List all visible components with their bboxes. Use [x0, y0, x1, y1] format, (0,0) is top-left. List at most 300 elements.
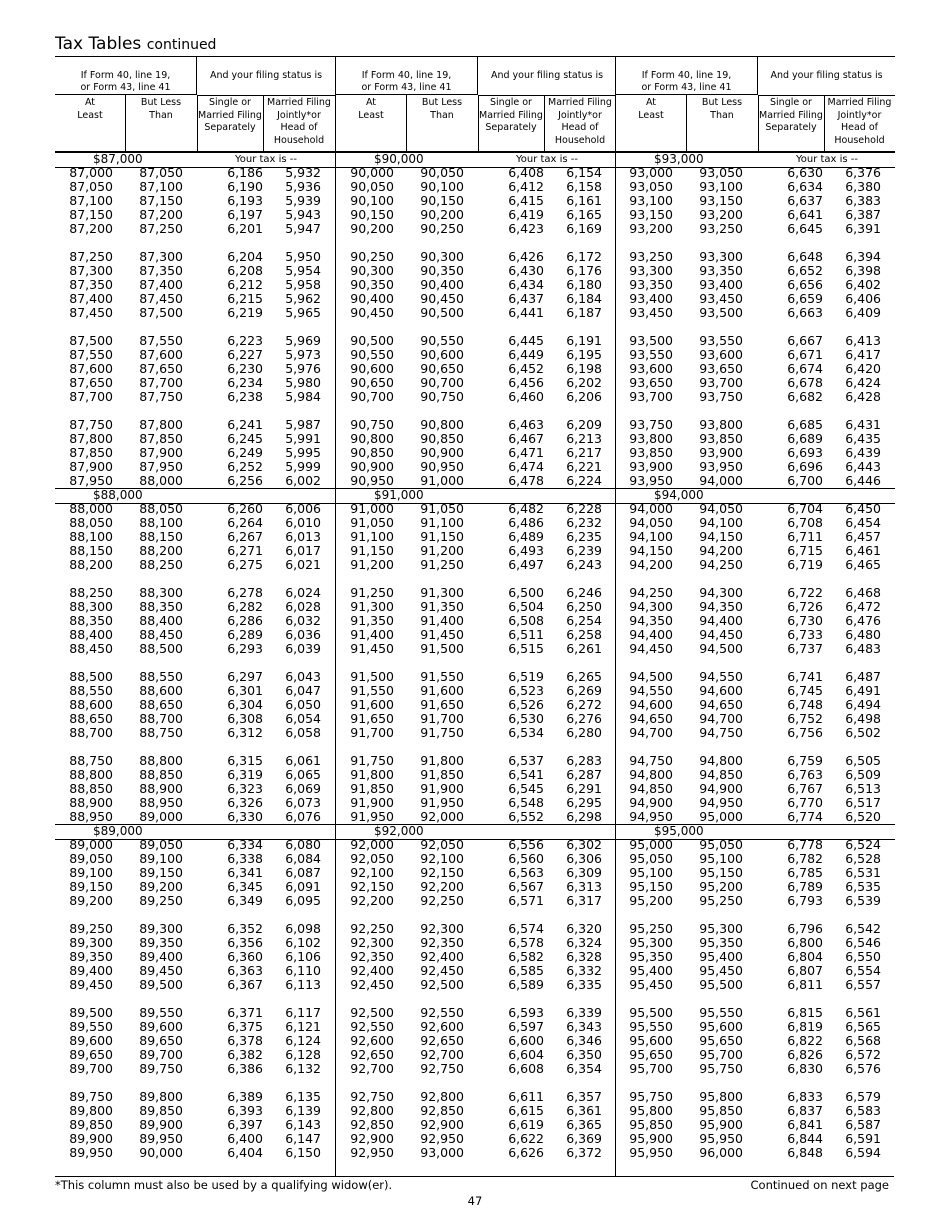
table-row — [616, 754, 895, 768]
column-header — [336, 56, 616, 152]
at-least-cell: 91,650 — [350, 711, 394, 726]
single-tax-cell: 6,504 — [508, 599, 544, 614]
table-row — [55, 600, 335, 614]
table-row — [616, 782, 895, 796]
table-row — [616, 348, 895, 362]
table-row — [336, 460, 616, 474]
married-tax-cell: 6,431 — [845, 417, 881, 432]
at-least-cell: 94,000 — [629, 501, 673, 516]
at-least-cell: 92,500 — [350, 1005, 394, 1020]
single-tax-cell: 6,656 — [787, 277, 823, 292]
at-least-cell: 88,200 — [69, 557, 113, 572]
table-row — [336, 264, 616, 278]
table-row — [55, 894, 335, 908]
married-tax-cell: 6,446 — [845, 473, 881, 488]
but-less-cell: 90,400 — [420, 277, 464, 292]
married-tax-cell: 6,143 — [285, 1117, 321, 1132]
at-least-cell: 90,350 — [350, 277, 394, 292]
table-row — [616, 530, 895, 544]
single-tax-cell: 6,252 — [227, 459, 263, 474]
table-row — [616, 796, 895, 810]
single-tax-cell: 6,541 — [508, 767, 544, 782]
but-less-cell: 95,000 — [699, 809, 743, 824]
but-less-cell: 87,600 — [139, 347, 183, 362]
single-tax-cell: 6,352 — [227, 921, 263, 936]
married-tax-cell: 6,309 — [566, 865, 602, 880]
at-least-cell: 93,450 — [629, 305, 673, 320]
single-tax-cell: 6,726 — [787, 599, 823, 614]
but-less-cell: 89,650 — [139, 1033, 183, 1048]
single-tax-cell: 6,615 — [508, 1103, 544, 1118]
at-least-cell: 95,600 — [629, 1033, 673, 1048]
single-tax-cell: 6,297 — [227, 669, 263, 684]
at-least-cell: 95,550 — [629, 1019, 673, 1034]
single-tax-cell: 6,700 — [787, 473, 823, 488]
single-tax-cell: 6,737 — [787, 641, 823, 656]
married-tax-cell: 6,424 — [845, 375, 881, 390]
header-line: Separately — [765, 122, 817, 133]
at-least-cell: 87,500 — [69, 333, 113, 348]
but-less-cell: 87,100 — [139, 179, 183, 194]
single-tax-cell: 6,807 — [787, 963, 823, 978]
table-row — [616, 1006, 895, 1020]
single-tax-cell: 6,745 — [787, 683, 823, 698]
table-row — [616, 376, 895, 390]
married-tax-cell: 6,010 — [285, 515, 321, 530]
but-less-cell: 93,100 — [699, 179, 743, 194]
married-tax-cell: 6,539 — [845, 893, 881, 908]
but-less-cell: 87,950 — [139, 459, 183, 474]
header-line: Married Filing — [827, 97, 892, 108]
table-row — [616, 880, 895, 894]
single-tax-cell: 6,426 — [508, 249, 544, 264]
at-least-cell: 89,750 — [69, 1089, 113, 1104]
header-line: Separately — [204, 122, 256, 133]
single-tax-cell: 6,249 — [227, 445, 263, 460]
married-tax-cell: 5,984 — [285, 389, 321, 404]
income-header-line: If Form 40, line 19, — [361, 70, 452, 81]
table-row — [616, 838, 895, 852]
but-less-cell: 91,800 — [420, 753, 464, 768]
married-tax-cell: 6,306 — [566, 851, 602, 866]
at-least-cell: 87,200 — [69, 221, 113, 236]
header-line: Household — [273, 134, 325, 146]
but-less-cell: 88,800 — [139, 753, 183, 768]
at-least-cell: 93,850 — [629, 445, 673, 460]
married-tax-cell: 6,394 — [845, 249, 881, 264]
single-tax-cell: 6,452 — [508, 361, 544, 376]
table-row — [336, 208, 616, 222]
married-tax-cell: 6,128 — [285, 1047, 321, 1062]
married-tax-cell: 6,576 — [845, 1061, 881, 1076]
but-less-cell: 91,550 — [420, 669, 464, 684]
single-tax-cell: 6,759 — [787, 753, 823, 768]
single-tax-cell: 6,663 — [787, 305, 823, 320]
but-less-cell: 91,450 — [420, 627, 464, 642]
married-tax-cell: 5,950 — [285, 249, 321, 264]
single-tax-cell: 6,430 — [508, 263, 544, 278]
married-tax-cell: 6,139 — [285, 1103, 321, 1118]
married-tax-cell: 6,254 — [566, 613, 602, 628]
married-tax-cell: 6,232 — [566, 515, 602, 530]
table-row — [616, 194, 895, 208]
single-tax-cell: 6,585 — [508, 963, 544, 978]
married-tax-cell: 6,354 — [566, 1061, 602, 1076]
married-tax-cell: 6,461 — [845, 543, 881, 558]
table-row — [336, 334, 616, 348]
single-tax-cell: 6,267 — [227, 529, 263, 544]
at-least-cell: 92,950 — [350, 1145, 394, 1160]
single-tax-cell: 6,382 — [227, 1047, 263, 1062]
but-less-cell: 89,600 — [139, 1019, 183, 1034]
table-row — [616, 628, 895, 642]
single-tax-cell: 6,223 — [227, 333, 263, 348]
single-tax-cell: 6,371 — [227, 1005, 263, 1020]
but-less-cell: 88,350 — [139, 599, 183, 614]
at-least-cell: 89,700 — [69, 1061, 113, 1076]
at-least-cell: 91,400 — [350, 627, 394, 642]
but-less-cell: 92,700 — [420, 1047, 464, 1062]
table-row — [336, 880, 616, 894]
married-tax-cell: 6,313 — [566, 879, 602, 894]
married-tax-cell: 6,121 — [285, 1019, 321, 1034]
at-least-cell: 92,300 — [350, 935, 394, 950]
table-row — [55, 1034, 335, 1048]
table-row — [336, 978, 616, 992]
single-tax-cell: 6,608 — [508, 1061, 544, 1076]
at-least-cell: 88,700 — [69, 725, 113, 740]
but-less-cell: 87,700 — [139, 375, 183, 390]
at-least-cell: 89,950 — [69, 1145, 113, 1160]
married-tax-cell: 5,976 — [285, 361, 321, 376]
but-less-cell: 89,450 — [139, 963, 183, 978]
table-row — [55, 460, 335, 474]
but-less-cell: 95,450 — [699, 963, 743, 978]
at-least-cell: 89,200 — [69, 893, 113, 908]
married-tax-cell: 6,113 — [285, 977, 321, 992]
at-least-cell: 95,900 — [629, 1131, 673, 1146]
single-tax-cell: 6,227 — [227, 347, 263, 362]
income-header-line: If Form 40, line 19, — [641, 70, 732, 81]
but-less-cell: 95,100 — [699, 851, 743, 866]
table-row — [616, 558, 895, 572]
but-less-cell: 87,400 — [139, 277, 183, 292]
married-tax-cell: 6,361 — [566, 1103, 602, 1118]
but-less-cell: 95,800 — [699, 1089, 743, 1104]
filing-status-header: And your filing status is — [197, 57, 335, 96]
at-least-cell: 91,600 — [350, 697, 394, 712]
but-less-cell: 92,550 — [420, 1005, 464, 1020]
married-tax-cell: 6,346 — [566, 1033, 602, 1048]
header-line: Married Filing — [759, 109, 823, 121]
table-row — [55, 796, 335, 810]
but-less-cell: 92,200 — [420, 879, 464, 894]
but-less-cell: 87,500 — [139, 305, 183, 320]
single-tax-cell: 6,796 — [787, 921, 823, 936]
single-tax-cell: 6,833 — [787, 1089, 823, 1104]
married-tax-cell: 6,221 — [566, 459, 602, 474]
but-less-cell: 95,200 — [699, 879, 743, 894]
single-tax-cell: 6,667 — [787, 333, 823, 348]
at-least-cell: 92,400 — [350, 963, 394, 978]
at-least-cell: 94,150 — [629, 543, 673, 558]
single-tax-cell: 6,330 — [227, 809, 263, 824]
but-less-cell: 90,800 — [420, 417, 464, 432]
single-tax-cell: 6,286 — [227, 613, 263, 628]
but-less-cell: 95,600 — [699, 1019, 743, 1034]
header-line: At — [645, 97, 657, 108]
but-less-cell: 88,450 — [139, 627, 183, 642]
single-tax-cell: 6,778 — [787, 837, 823, 852]
but-less-cell: 87,350 — [139, 263, 183, 278]
but-less-cell: 95,050 — [699, 837, 743, 852]
married-tax-cell: 6,420 — [845, 361, 881, 376]
but-less-cell: 94,700 — [699, 711, 743, 726]
but-less-cell: 88,900 — [139, 781, 183, 796]
at-least-cell: 94,400 — [629, 627, 673, 642]
but-less-cell: 89,750 — [139, 1061, 183, 1076]
at-least-cell: 89,850 — [69, 1117, 113, 1132]
married-tax-cell: 6,028 — [285, 599, 321, 614]
at-least-cell: 91,450 — [350, 641, 394, 656]
at-least-cell: 92,150 — [350, 879, 394, 894]
married-tax-cell: 6,098 — [285, 921, 321, 936]
but-less-cell: 91,900 — [420, 781, 464, 796]
table-row — [336, 782, 616, 796]
single-tax-cell: 6,634 — [787, 179, 823, 194]
married-tax-cell: 6,161 — [566, 193, 602, 208]
married-tax-cell: 6,191 — [566, 333, 602, 348]
at-least-cell: 90,000 — [350, 165, 394, 180]
but-less-cell: 88,500 — [139, 641, 183, 656]
married-tax-cell: 6,032 — [285, 613, 321, 628]
married-tax-cell: 6,058 — [285, 725, 321, 740]
but-less-cell: 91,600 — [420, 683, 464, 698]
married-tax-cell: 6,513 — [845, 781, 881, 796]
at-least-cell: 87,250 — [69, 249, 113, 264]
but-less-cell: 90,300 — [420, 249, 464, 264]
table-row — [336, 1062, 616, 1076]
header-divider — [263, 95, 264, 151]
header-line: But Less — [701, 97, 743, 108]
group-label: $91,000 — [374, 488, 424, 502]
but-less-cell: 90,050 — [420, 165, 464, 180]
but-less-cell: 91,300 — [420, 585, 464, 600]
table-row — [616, 418, 895, 432]
but-less-cell: 89,850 — [139, 1103, 183, 1118]
table-row — [336, 1146, 616, 1160]
single-tax-cell: 6,234 — [227, 375, 263, 390]
single-tax-cell: 6,637 — [787, 193, 823, 208]
at-least-cell: 92,000 — [350, 837, 394, 852]
filing-status-header: And your filing status is — [758, 57, 895, 96]
table-row — [336, 306, 616, 320]
but-less-cell: 93,900 — [699, 445, 743, 460]
table-row — [616, 1048, 895, 1062]
single-tax-cell: 6,467 — [508, 431, 544, 446]
single-tax-cell: 6,730 — [787, 613, 823, 628]
title-suffix: continued — [146, 37, 217, 53]
married-tax-cell: 6,047 — [285, 683, 321, 698]
but-less-cell: 87,850 — [139, 431, 183, 446]
table-row — [55, 1006, 335, 1020]
table-row — [55, 1118, 335, 1132]
table-row — [336, 474, 616, 488]
but-less-cell: 92,250 — [420, 893, 464, 908]
table-row — [336, 558, 616, 572]
at-least-cell: 87,900 — [69, 459, 113, 474]
single-tax-cell: 6,793 — [787, 893, 823, 908]
at-least-cell: 89,800 — [69, 1103, 113, 1118]
table-row — [55, 1062, 335, 1076]
married-tax-cell: 6,435 — [845, 431, 881, 446]
table-row — [616, 502, 895, 516]
single-tax-cell: 6,245 — [227, 431, 263, 446]
single-tax-cell: 6,486 — [508, 515, 544, 530]
header-line: Married Filing — [267, 97, 331, 108]
but-less-cell: 92,100 — [420, 851, 464, 866]
at-least-cell: 88,350 — [69, 613, 113, 628]
married-tax-cell: 6,428 — [845, 389, 881, 404]
table-row — [336, 600, 616, 614]
married-tax-cell: 6,535 — [845, 879, 881, 894]
single-tax-cell: 6,471 — [508, 445, 544, 460]
single-tax-cell: 6,600 — [508, 1033, 544, 1048]
but-less-header — [125, 97, 197, 122]
single-tax-cell: 6,800 — [787, 935, 823, 950]
table-row — [616, 1104, 895, 1118]
but-less-cell: 95,700 — [699, 1047, 743, 1062]
at-least-cell: 87,050 — [69, 179, 113, 194]
single-tax-cell: 6,326 — [227, 795, 263, 810]
single-tax-cell: 6,478 — [508, 473, 544, 488]
table-row — [616, 614, 895, 628]
at-least-cell: 87,100 — [69, 193, 113, 208]
single-tax-cell: 6,186 — [227, 165, 263, 180]
income-header-line: or Form 43, line 41 — [80, 82, 171, 93]
married-tax-cell: 5,962 — [285, 291, 321, 306]
table-row — [55, 922, 335, 936]
at-least-cell: 89,350 — [69, 949, 113, 964]
single-tax-cell: 6,445 — [508, 333, 544, 348]
single-tax-cell: 6,619 — [508, 1117, 544, 1132]
at-least-cell: 87,650 — [69, 375, 113, 390]
but-less-cell: 87,900 — [139, 445, 183, 460]
married-tax-cell: 6,095 — [285, 893, 321, 908]
married-tax-cell: 6,176 — [566, 263, 602, 278]
at-least-cell: 91,900 — [350, 795, 394, 810]
at-least-cell: 91,000 — [350, 501, 394, 516]
at-least-cell: 92,450 — [350, 977, 394, 992]
header-divider — [758, 95, 759, 151]
single-tax-cell: 6,597 — [508, 1019, 544, 1034]
but-less-cell: 90,150 — [420, 193, 464, 208]
but-less-cell: 92,950 — [420, 1131, 464, 1146]
but-less-cell: 95,650 — [699, 1033, 743, 1048]
but-less-cell: 89,000 — [139, 809, 183, 824]
header-line: Head of — [280, 122, 318, 133]
married-tax-cell: 6,021 — [285, 557, 321, 572]
at-least-cell: 94,850 — [629, 781, 673, 796]
but-less-cell: 92,400 — [420, 949, 464, 964]
married-tax-cell: 6,413 — [845, 333, 881, 348]
table-row — [55, 670, 335, 684]
header-divider — [544, 95, 545, 151]
table-row — [336, 642, 616, 656]
table-row — [55, 684, 335, 698]
single-tax-cell: 6,837 — [787, 1103, 823, 1118]
single-tax-cell: 6,523 — [508, 683, 544, 698]
table-row — [616, 446, 895, 460]
at-least-cell: 95,750 — [629, 1089, 673, 1104]
but-less-cell: 94,900 — [699, 781, 743, 796]
but-less-cell: 94,000 — [699, 473, 743, 488]
single-tax-cell: 6,190 — [227, 179, 263, 194]
table-row — [336, 278, 616, 292]
married-tax-cell: 6,209 — [566, 417, 602, 432]
married-tax-cell: 5,932 — [285, 165, 321, 180]
table-row — [336, 670, 616, 684]
single-tax-cell: 6,393 — [227, 1103, 263, 1118]
table-row — [336, 222, 616, 236]
single-tax-cell: 6,301 — [227, 683, 263, 698]
but-less-cell: 89,950 — [139, 1131, 183, 1146]
but-less-cell: 94,400 — [699, 613, 743, 628]
table-row — [616, 810, 895, 824]
married-tax-cell: 6,505 — [845, 753, 881, 768]
single-tax-cell: 6,678 — [787, 375, 823, 390]
single-tax-cell: 6,767 — [787, 781, 823, 796]
table-row — [336, 852, 616, 866]
single-tax-cell: 6,822 — [787, 1033, 823, 1048]
at-least-cell: 92,200 — [350, 893, 394, 908]
at-least-cell: 87,800 — [69, 431, 113, 446]
table-row — [55, 1090, 335, 1104]
but-less-cell: 88,150 — [139, 529, 183, 544]
single-tax-cell: 6,770 — [787, 795, 823, 810]
married-tax-cell: 6,324 — [566, 935, 602, 950]
married-tax-cell: 6,557 — [845, 977, 881, 992]
header-line: But Less — [140, 97, 182, 108]
at-least-cell: 93,900 — [629, 459, 673, 474]
header-line: Head of — [561, 122, 599, 133]
married-tax-cell: 6,572 — [845, 1047, 881, 1062]
table-row — [55, 698, 335, 712]
at-least-cell: 91,350 — [350, 613, 394, 628]
table-row — [55, 334, 335, 348]
married-tax-cell: 6,213 — [566, 431, 602, 446]
but-less-cell: 94,850 — [699, 767, 743, 782]
table-row — [336, 362, 616, 376]
single-tax-cell: 6,349 — [227, 893, 263, 908]
but-less-cell: 95,950 — [699, 1131, 743, 1146]
single-tax-cell: 6,456 — [508, 375, 544, 390]
married-tax-cell: 6,269 — [566, 683, 602, 698]
at-least-cell: 94,050 — [629, 515, 673, 530]
single-tax-cell: 6,304 — [227, 697, 263, 712]
header-line: At — [365, 97, 377, 108]
group-label: $90,000 — [374, 152, 424, 166]
but-less-cell: 89,500 — [139, 977, 183, 992]
but-less-cell: 90,100 — [420, 179, 464, 194]
table-row — [55, 166, 335, 180]
but-less-cell: 94,950 — [699, 795, 743, 810]
table-row — [55, 530, 335, 544]
single-tax-cell: 6,356 — [227, 935, 263, 950]
single-tax-cell: 6,215 — [227, 291, 263, 306]
but-less-cell: 94,100 — [699, 515, 743, 530]
table-row — [55, 1132, 335, 1146]
